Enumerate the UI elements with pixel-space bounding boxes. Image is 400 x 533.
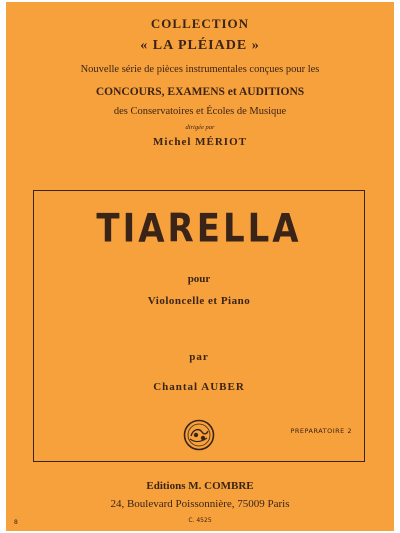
page-mark: 8 [14, 519, 18, 526]
piece-title: TIARELLA [96, 206, 302, 252]
publisher-name: Editions M. COMBRE [146, 480, 254, 492]
publisher-seal-icon [183, 419, 215, 451]
composer-name: Chantal AUBER [153, 381, 245, 393]
director-name: Michel MÉRIOT [153, 136, 247, 148]
catalog-number: C. 4525 [188, 517, 212, 524]
score-cover [6, 2, 394, 531]
title-frame [33, 190, 365, 462]
par-label: par [189, 351, 209, 363]
instrumentation: Violoncelle et Piano [147, 295, 251, 307]
level-label: PREPARATOIRE 2 [290, 427, 352, 435]
contests-label: CONCOURS, EXAMENS et AUDITIONS [95, 86, 305, 98]
series-name: « LA PLÉIADE » [140, 38, 260, 53]
publisher-address: 24, Boulevard Poissonnière, 75009 Paris [110, 498, 290, 510]
collection-label: COLLECTION [150, 16, 250, 31]
series-subtitle: Nouvelle série de pièces instrumentales conçues pour les [80, 64, 320, 75]
direction-label: dirigée par [185, 124, 215, 131]
pour-label: pour [187, 273, 211, 285]
schools-label: des Conservatoires et Écoles de Musique [113, 106, 287, 117]
